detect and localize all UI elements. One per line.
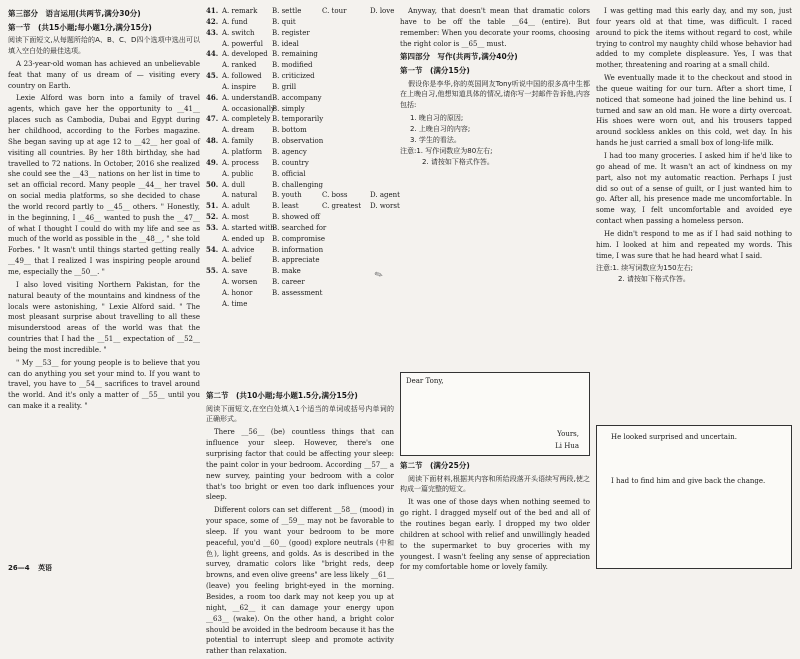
story-paragraph: I had too many groceries. I asked him if he'd like to go ahead of me. It wasn't an act of kindness on my part, also not my automatic reaction. Perhaps I just did so out of a sense of guilt, or I just wanted him to go. After all, his presence made me uncomfortable. In some way, I felt uncomfortable and avoided eye contact when passing a homeless person. [596,151,792,226]
option-choice[interactable] [370,93,394,104]
options-column [206,6,400,310]
option-row [206,245,394,256]
option-choice[interactable]: A. dream [222,126,255,135]
option-choice[interactable]: B. bottom [272,126,307,135]
option-choice[interactable] [370,71,394,82]
option-choice[interactable] [370,136,394,147]
section1-instructions: 阅读下面短文,从每题所给的A、B、C、D四个选项中选出可以填入空白处的最佳选项。 [8,36,200,56]
option-choice[interactable] [322,71,370,82]
option-choice[interactable] [322,82,370,93]
option-choice[interactable]: B. challenging [272,180,324,189]
option-choice[interactable]: D. worst [370,202,400,211]
story-paragraph: I was getting mad this early day, and my son, just four years old at that time, was difficult. I raced around to pick the items without regard to cost, while trying to control my naughty child whose behavior had added to my complete displeasure. Yes, I was that mother, threatening and roaring at a small child. [596,7,792,70]
writing2-note: 注意:1. 续写词数应为150左右; [596,264,693,273]
cloze-paragraph: Lexie Alford was born into a family of travel agents, which gave her the opportunity to __41__ places such as Cambodia, Dubai and Egypt during her childhood, according to the Forbes magazine. She began saving up at age 12 to __42__ her goal of visiting all countries. By her 18th birthday, she had travelled to 72 nations. In October, 2016 she realized she could see the __43__ nations on her list in time to set an official record. Many people __44__ her travel on social media platforms, so she decided to chase the world record partly to __45__ others. " Honestly, in the beginning, I __46__ wanted to push the __47__ of what I thought I could do with my life and see as much of the world as possible in the __48__, " she told Forbes. " It wasn't until things started getting really __49__ that I realized I was inspiring people around me, especially the __50__. " [8,94,200,276]
option-row [206,299,394,310]
option-choice[interactable] [322,266,370,277]
question-number: 46. [206,92,219,102]
question-number: 54. [206,244,219,254]
option-choice[interactable] [322,17,370,28]
option-choice[interactable] [322,28,370,39]
option-choice[interactable]: B. remaining [272,50,318,59]
option-row [206,190,400,201]
question-number [206,147,222,158]
option-choice[interactable] [322,104,370,115]
option-choice[interactable] [370,245,394,256]
question-number: 53. [206,222,219,232]
option-choice[interactable]: A. started with [222,223,275,232]
option-choice[interactable]: B. least [272,202,299,211]
option-choice[interactable]: A. developed [222,50,268,59]
question-number: 48. [206,136,219,146]
option-choice[interactable]: B. searched for [272,223,327,232]
option-choice[interactable]: A. switch [222,28,255,37]
question-number: 49. [206,157,219,167]
option-row [206,255,394,266]
option-row [206,71,394,82]
writing1-note2: 2. 请按如下格式作答。 [422,157,494,166]
option-choice[interactable]: D. agent [370,191,400,200]
option-choice[interactable] [370,39,394,50]
question-number [206,60,222,71]
option-choice[interactable]: B. information [272,245,324,254]
option-choice[interactable]: B. settle [272,7,302,15]
option-choice[interactable] [322,60,370,71]
option-choice[interactable] [370,169,394,180]
option-choice[interactable]: A. family [222,137,254,146]
option-choice[interactable]: B. youth [272,191,302,200]
option-choice[interactable] [322,39,370,50]
option-choice[interactable] [322,125,370,136]
option-choice[interactable]: B. observation [272,137,324,146]
option-choice[interactable]: A. natural [222,191,258,200]
option-choice[interactable] [370,255,394,266]
grammar-section-head [206,388,394,659]
option-choice[interactable]: A. understand [222,93,273,102]
option-row [206,147,394,158]
option-choice[interactable] [370,104,394,115]
option-choice[interactable]: A. save [222,267,248,276]
option-choice[interactable]: B. accompany [272,93,322,102]
question-number: 45. [206,71,219,81]
writing1-item: 3. 学生的看法。 [410,135,461,144]
subject-label: 英语 [38,564,53,573]
option-choice[interactable]: B. register [272,28,310,37]
option-choice[interactable]: A. powerful [222,39,264,48]
section2-title: 第二节 (共10小题;每小题1.5分,满分15分) [206,391,358,400]
option-choice[interactable] [370,288,394,299]
option-row [206,114,394,125]
option-choice[interactable] [370,49,394,60]
question-number: 44. [206,49,219,59]
option-choice[interactable]: B. appreciate [272,256,320,265]
column-3 [400,6,590,167]
question-number [206,234,222,245]
option-choice[interactable] [370,147,394,158]
option-row [206,136,394,147]
option-choice[interactable] [370,114,394,125]
option-row [206,277,394,288]
question-number: 50. [206,179,219,189]
option-row [206,125,394,136]
option-choice[interactable] [322,234,370,245]
grammar-paragraph: There __56__ (be) countless things that can influence your sleep. However, there's one surprising factor that could be affecting your sleep: the paint color in your bedroom. According __57__ a new survey, painting your bedroom with a color that's too bright or even too dark influences your sleep. [206,428,394,502]
writing2-head [400,458,590,575]
continuation-answer-box[interactable] [596,425,792,569]
option-choice[interactable]: A. most [222,213,249,222]
question-number: 41. [206,6,219,15]
option-choice[interactable]: B. modified [272,61,313,70]
question-number [206,288,222,299]
option-choice[interactable]: A. occasionally [222,104,275,113]
writing1-item: 1. 晚自习的原因; [410,114,464,123]
option-choice[interactable]: A. honor [222,288,253,297]
option-choice[interactable]: B. compromise [272,234,326,243]
option-row [206,288,394,299]
option-choice[interactable]: C. tour [322,7,347,15]
question-number: 51. [206,201,219,211]
option-choice[interactable]: B. agency [272,147,307,156]
question-number [206,255,222,266]
question-number [206,190,222,201]
option-row [206,82,394,93]
question-number: 47. [206,114,219,124]
option-choice[interactable]: A. followed [222,72,262,81]
option-row [206,266,394,277]
question-number: 55. [206,266,219,276]
option-choice[interactable] [322,114,370,125]
option-choice[interactable]: A. remark [222,7,258,15]
story-paragraph: We eventually made it to the checkout and stood in the queue waiting for our turn. After a short time, I noticed that someone had joined the line behind us. I turned and saw an old man. He wore a dirty overcoat. His shoes were worn out, and his trousers tapped around sockless ankles on this cold, wet day. In his hands he just carried a small box of long-life milk. [596,74,792,148]
option-choice[interactable]: B. showed off [272,213,320,222]
question-number [206,169,222,180]
writing2-instructions: 阅读下面材料,根据其内容和所给段落开头语续写两段,使之构成一篇完整的短文。 [400,474,590,494]
option-choice[interactable]: B. make [272,267,301,276]
option-choice[interactable]: C. greatest [322,202,362,211]
option-choice[interactable]: B. grill [272,82,297,91]
grammar-paragraph: Anyway, that doesn't mean that dramatic colors have to be off the table __64__ (entire). But remember: When you decorate your rooms, choosing the right color is __65__ must. [400,7,590,48]
option-choice[interactable]: B. assessment [272,288,323,297]
option-choice[interactable]: D. love [370,7,395,15]
question-number: 52. [206,212,219,222]
option-row [206,169,394,180]
option-choice[interactable] [322,49,370,60]
letter-greeting: Dear Tony, [406,377,444,385]
option-choice[interactable] [322,288,370,299]
option-row [206,158,394,169]
letter-closing: Yours, [557,430,579,438]
section1-title: 第一节 (共15小题;每小题1分,满分15分) [8,22,152,32]
option-choice[interactable]: A. time [222,299,248,308]
option-choice[interactable]: A. ranked [222,61,257,70]
option-choice[interactable] [322,223,370,234]
option-row [206,49,394,60]
paragraph-prompt-2: I had to find him and give back the change. [611,477,766,485]
option-choice[interactable]: B. quit [272,17,296,26]
part3-title: 第三部分 语言运用(共两节,满分30分) [8,9,141,18]
option-row [206,6,394,17]
option-choice[interactable]: A. inspire [222,82,257,91]
option-choice[interactable] [370,60,394,71]
column-1 [8,6,200,414]
option-choice[interactable] [322,147,370,158]
column-4 [596,6,792,285]
question-number [206,82,222,93]
question-number [206,125,222,136]
option-row [206,223,394,234]
option-row [206,93,394,104]
writing2-title: 第二节 (满分25分) [400,461,470,470]
option-choice[interactable] [322,245,370,256]
option-choice[interactable] [272,299,322,310]
option-choice[interactable]: C. boss [322,191,348,200]
option-choice[interactable] [322,169,370,180]
writing1-item: 2. 上晚自习的内容; [410,125,471,133]
letter-signature: Li Hua [555,442,579,450]
option-choice[interactable]: A. adult [222,202,250,211]
page-number: 26—4 [8,564,30,573]
option-choice[interactable] [370,28,394,39]
option-choice[interactable] [322,255,370,266]
option-choice[interactable]: B. ideal [272,39,299,48]
question-number [206,277,222,288]
option-choice[interactable]: A. ended up [222,234,265,243]
cloze-paragraph: A 23-year-old woman has achieved an unbelievable feat that many of us dream of — visiting every country on Earth. [8,59,200,90]
paragraph-prompt-1: He looked surprised and uncertain. [611,433,737,441]
writing1-note: 注意:1. 写作词数应为80左右; [400,146,493,155]
writing1-title: 第一节 (满分15分) [400,66,470,75]
option-choice[interactable] [322,158,370,169]
option-choice[interactable]: B. country [272,158,309,167]
question-number: 43. [206,27,219,37]
story-paragraph: It was one of those days when nothing seemed to go right. I dragged myself out of the bed and all of the routines began early. I dropped my two older children at school with relief and unwillingly headed to the supermarket to buy groceries with my youngest. I wasn't feeling any sense of appreciation for my comfortable home or lovely family. [400,498,590,572]
question-number [206,104,222,115]
option-choice[interactable] [370,223,394,234]
option-choice[interactable]: A. platform [222,147,263,156]
letter-answer-box[interactable] [400,372,590,456]
option-choice[interactable] [370,158,394,169]
grammar-paragraph: Different colors can set different __58__ (mood) in your space, some of __59__ may not be favorable to sleep. If you want your bedroom to be more peaceful, you'd __60__ (good) explore neutrals (中和色), light greens, and golds. As is described in the survey, dramatic colors like "bright reds, deep browns, and even olive greens" are less likely __61__ (leave) you feeling bright-eyed in the morning. Besides, a room too dark may not keep you up at night, __62__ it can damage your energy upon __63__ (wake). On the other hand, a bright color should be avoided in the bedroom because it has the potential to interrupt sleep and promote activity rather than relaxation. [206,506,394,656]
footer [8,563,52,574]
option-choice[interactable]: A. worsen [222,278,258,287]
option-choice[interactable] [322,212,370,223]
option-row [206,28,394,39]
option-choice[interactable] [322,180,370,191]
option-choice[interactable] [370,212,394,223]
question-number [206,39,222,50]
option-choice[interactable] [322,277,370,288]
option-choice[interactable]: A. public [222,169,254,178]
section2-instructions: 阅读下面短文,在空白处填入1个适当的单词或括号内单词的正确形式。 [206,404,394,424]
writing1-body: 假设你是李华,你的英国网友Tony听说中国的很多高中生都在上晚自习,他想知道具体的情况,请你写一封邮件告诉他,内容包括: [400,79,590,110]
story-paragraph: He didn't respond to me as if I had said nothing to him. I looked at him and repeated my words. This time, I was sure that he had heard what I said. [596,229,792,260]
option-choice[interactable]: A. advice [222,245,255,254]
option-choice[interactable]: A. fund [222,17,248,26]
option-choice[interactable]: B. temporarily [272,115,324,124]
option-row [206,104,394,115]
option-choice[interactable] [322,136,370,147]
writing2-note2: 2. 请按如下格式作答。 [618,275,690,284]
option-choice[interactable]: A. dull [222,180,245,189]
option-choice[interactable] [370,234,394,245]
option-choice[interactable] [370,82,394,93]
option-choice[interactable]: A. belief [222,256,252,265]
option-choice[interactable]: B. simply [272,104,305,113]
option-row [206,60,394,71]
option-row [206,234,394,245]
question-number: 42. [206,16,219,26]
option-choice[interactable]: B. career [272,278,305,287]
option-row [206,201,400,212]
part4-title: 第四部分 写作(共两节,满分40分) [400,52,518,62]
option-row [206,17,394,28]
handwriting-mark: ✎ [372,268,386,283]
option-choice[interactable]: B. official [272,169,306,178]
cloze-paragraph: " My __53__ for young people is to believe that you can do anything you set your mind to. If you want to travel, you have to __54__ sacrifices to travel around the world. And it's only a matter of __55__ until you can make it a reality. " [8,358,200,411]
question-number [206,299,222,310]
option-choice[interactable] [370,180,394,191]
option-row [206,39,394,50]
option-choice[interactable] [370,125,394,136]
option-choice[interactable] [322,93,370,104]
option-choice[interactable] [370,17,394,28]
option-choice[interactable] [322,299,370,310]
cloze-paragraph: I also loved visiting Northern Pakistan, for the natural beauty of the mountains and kindness of the locals were astonishing, " Lexie Alford said. " The most pleasant surprise about travelling to all these misunderstood areas of the world was that the countries that I had the __51__ expectation of __52__ being the most incredible. " [8,280,200,354]
option-choice[interactable]: B. criticized [272,72,315,81]
option-choice[interactable]: A. process [222,158,259,167]
option-row [206,180,394,191]
option-row [206,212,394,223]
option-choice[interactable]: A. completely [222,115,271,124]
